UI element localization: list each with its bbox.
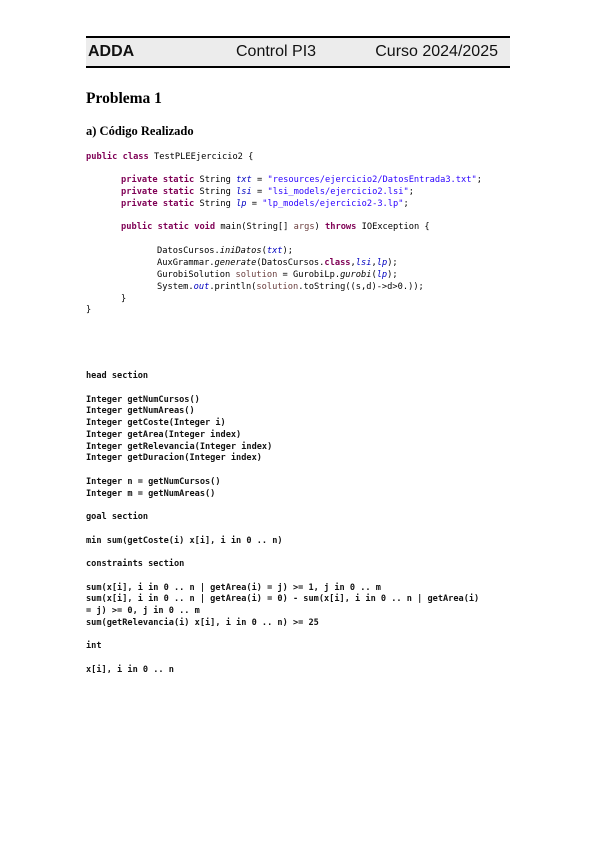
code-line-gurobi: GurobiSolution solution = GurobiLp.gurobi(lp); xyxy=(157,270,398,280)
lp-line: sum(getRelevancia(i) x[i], i in 0 .. n) >= 25 xyxy=(86,617,319,628)
lp-line: goal section xyxy=(86,512,149,522)
code-line-inidatos: DatosCursos.iniDatos(txt); xyxy=(157,246,294,256)
lp-line: head section xyxy=(86,371,149,381)
problem-title: Problema 1 xyxy=(86,90,162,107)
code-line-println: System.out.println(solution.toString((s,d)->d>0.)); xyxy=(157,282,424,292)
code-line-main: public static void main(String[] args) throws IOException { xyxy=(121,222,430,232)
section-subtitle: a) Código Realizado xyxy=(86,124,194,138)
lp-line: Integer getNumAreas() xyxy=(86,406,195,417)
lp-line: Integer getDuracion(Integer index) xyxy=(86,453,262,464)
page-header xyxy=(86,36,510,68)
header-course: ADDA xyxy=(88,43,135,60)
code-line-txt: private static String txt = "resources/ejercicio2/DatosEntrada3.txt"; xyxy=(121,175,482,185)
lp-line: int xyxy=(86,641,102,652)
code-line-generate: AuxGrammar.generate(DatosCursos.class,lsi,lp); xyxy=(157,258,398,268)
lp-line: Integer n = getNumCursos() xyxy=(86,476,221,487)
lp-line: x[i], i in 0 .. n xyxy=(86,664,174,675)
header-year: Curso 2024/2025 xyxy=(375,43,498,60)
lp-line: sum(x[i], i in 0 .. n | getArea(i) = 0) - sum(x[i], i in 0 .. n | getArea(i) xyxy=(86,594,480,605)
lp-line: sum(x[i], i in 0 .. n | getArea(i) = j) >= 1, j in 0 .. m xyxy=(86,582,381,593)
code-line-lp: private static String lp = "lp_models/ejercicio2-3.lp"; xyxy=(121,199,409,209)
code-line-class: public class TestPLEEjercicio2 { xyxy=(86,152,254,162)
lp-line: Integer getArea(Integer index) xyxy=(86,429,242,440)
lp-line: = j) >= 0, j in 0 .. m xyxy=(86,606,200,616)
code-line-close-class: } xyxy=(86,305,92,315)
lp-line: Integer m = getNumAreas() xyxy=(86,488,216,499)
lp-line: min sum(getCoste(i) x[i], i in 0 .. n) xyxy=(86,535,283,546)
lp-line: constraints section xyxy=(86,559,185,569)
lp-line: Integer getRelevancia(Integer index) xyxy=(86,441,273,452)
lp-line: Integer getCoste(Integer i) xyxy=(86,418,226,428)
header-exam: Control PI3 xyxy=(236,43,317,60)
lp-line: Integer getNumCursos() xyxy=(86,394,200,405)
code-line-close-method: } xyxy=(121,294,127,304)
code-line-lsi: private static String lsi = "lsi_models/ejercicio2.lsi"; xyxy=(121,187,414,197)
